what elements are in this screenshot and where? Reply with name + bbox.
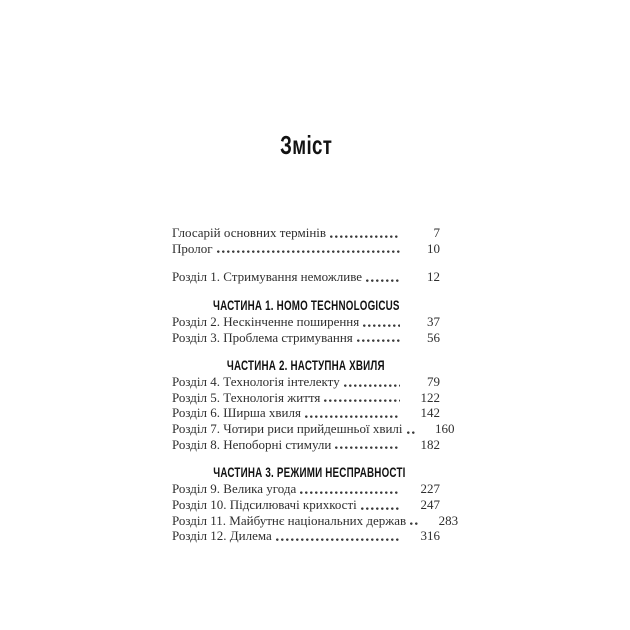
dotted-leader <box>357 338 400 342</box>
dotted-leader <box>410 521 418 525</box>
section-heading-row <box>172 358 440 374</box>
intro-list <box>172 269 440 285</box>
section-list <box>172 314 440 345</box>
dotted-leader <box>344 383 400 387</box>
dotted-leader <box>276 537 400 541</box>
toc-entry <box>172 421 455 437</box>
section-heading: ЧАСТИНА 2. НАСТУПНА ХВИЛЯ <box>227 357 385 374</box>
section-heading-row <box>172 465 440 481</box>
dotted-leader <box>366 278 400 282</box>
toc-entry-label: Розділ 12. Дилема <box>172 528 272 544</box>
toc-section <box>172 357 455 452</box>
toc-entry <box>172 269 440 285</box>
toc-entry <box>172 314 440 330</box>
section-heading: ЧАСТИНА 3. РЕЖИМИ НЕСПРАВНОСТІ <box>213 464 406 481</box>
page-title-row <box>172 131 440 159</box>
toc-entry-label: Розділ 6. Ширша хвиля <box>172 405 301 421</box>
toc-entry-page: 122 <box>420 389 440 405</box>
toc-entry <box>172 437 440 453</box>
toc-entry-page: 79 <box>427 373 440 389</box>
toc-entry-label: Глосарій основних термінів <box>172 225 327 240</box>
toc-entry-page: 182 <box>420 436 440 452</box>
toc-entry-label: Розділ 8. Непоборні стимули <box>172 436 332 452</box>
toc-entry <box>172 528 440 544</box>
toc-entry-page: 7 <box>433 225 440 240</box>
toc-entry <box>172 497 440 513</box>
front-matter-list <box>172 225 440 256</box>
dotted-leader <box>324 398 400 402</box>
section-list <box>172 481 459 544</box>
toc-entry <box>172 241 440 257</box>
page-title: Зміст <box>279 130 333 160</box>
dotted-leader <box>217 249 400 253</box>
toc-entry-label: Розділ 1. Стримування неможливе <box>172 269 363 285</box>
section-list <box>172 373 455 453</box>
toc-entry-label: Розділ 3. Проблема стримування <box>172 329 353 345</box>
toc-entry-label: Пролог <box>172 240 213 256</box>
book-contents-page <box>172 130 459 544</box>
toc-entry-label: Розділ 10. Підсилювачі крихкості <box>172 496 357 512</box>
toc-entry <box>172 390 440 406</box>
toc-entry <box>172 512 459 529</box>
toc-entry-page: 12 <box>427 269 440 285</box>
toc-entry-page: 316 <box>420 528 440 544</box>
toc-entry-label: Розділ 7. Чотири риси прийдешньої хвилі <box>172 421 403 437</box>
spacer <box>172 256 440 269</box>
dotted-leader <box>305 414 400 418</box>
toc-entry <box>172 330 440 346</box>
toc-entry-label: Розділ 4. Технологія інтелекту <box>172 373 340 389</box>
dotted-leader <box>300 490 400 494</box>
toc-entry-label: Розділ 2. Нескінченне поширення <box>172 313 360 329</box>
toc-section <box>172 464 459 544</box>
toc-entry-page: 56 <box>427 329 440 345</box>
section-heading-row <box>172 298 440 314</box>
toc-entry-page: 227 <box>420 481 440 497</box>
dotted-leader <box>330 234 400 238</box>
dotted-leader <box>335 445 400 449</box>
toc-entry-page: 247 <box>420 496 440 512</box>
toc-entry <box>172 374 440 390</box>
toc-section <box>172 298 440 345</box>
toc-entry-page: 37 <box>427 313 440 329</box>
dotted-leader <box>361 506 400 510</box>
toc-entry-label: Розділ 9. Велика угода <box>172 481 297 497</box>
toc-entry <box>172 481 440 497</box>
dotted-leader <box>407 430 415 434</box>
toc-entry-page: 160 <box>435 421 455 437</box>
sections <box>172 297 459 544</box>
toc-entry <box>172 405 440 421</box>
toc-entry-page: 10 <box>427 240 440 256</box>
toc-entry-page: 283 <box>438 512 459 528</box>
toc-entry-label: Розділ 11. Майбутнє національних держав <box>172 512 407 528</box>
toc-entry <box>172 225 440 241</box>
section-heading: ЧАСТИНА 1. HOMO TECHNOLOGICUS <box>212 297 400 314</box>
toc-entry-page: 142 <box>420 405 440 421</box>
toc-entry-label: Розділ 5. Технологія життя <box>172 389 321 405</box>
dotted-leader <box>363 323 400 327</box>
